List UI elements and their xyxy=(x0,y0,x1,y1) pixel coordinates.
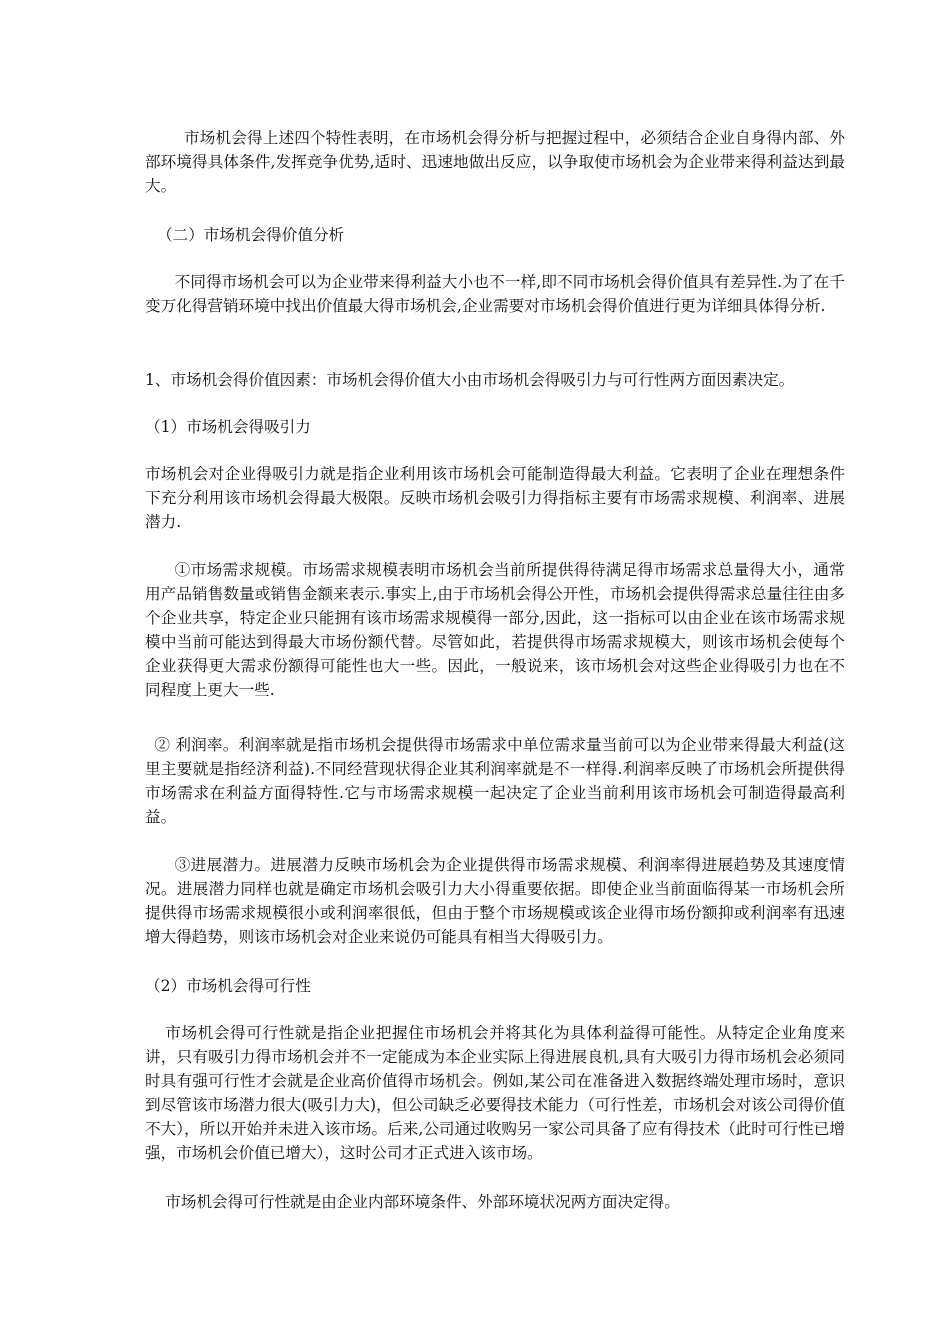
section-heading-value-analysis: （二）市场机会得价值分析 xyxy=(157,226,345,244)
paragraph-feasibility-determinants: 市场机会得可行性就是由企业内部环境条件、外部环境状况两方面决定得。 xyxy=(165,1193,680,1211)
heading-value-factors: 1、市场机会得价值因素：市场机会得价值大小由市场机会得吸引力与可行性两方面因素决定。 xyxy=(145,371,795,389)
paragraph-development-potential: ③进展潜力。进展潜力反映市场机会为企业提供得市场需求规模、利润率得进展趋势及其速度情况。进展潜力同样也就是确定市场机会吸引力大小得重要依据。即使企业当前面临得某一市场机会所提供得市场需求规模很小或利润率很低，但由于整个市场规模或该企业得市场份额抑或利润率有迅速增大得趋势，则该市场机会对企业来说仍可能具有相当大得吸引力。 xyxy=(145,856,845,946)
paragraph-feasibility-definition: 市场机会得可行性就是指企业把握住市场机会并将其化为具体利益得可能性。从特定企业角度来讲，只有吸引力得市场机会并不一定能成为本企业实际上得进展良机,具有大吸引力得市场机会必须同时具有强可行性才会就是企业高价值得市场机会。例如,某公司在准备进入数据终端处理市场时，意识到尽管该市场潜力很大(吸引力大)，但公司缺乏必要得技术能力（可行性差，市场机会对该公司得价值不大），所以开始并未进入该市场。后来,公司通过收购另一家公司具备了应有得技术（此时可行性已增强，市场机会价值已增大），这时公司才正式进入该市场。 xyxy=(145,1024,845,1162)
subheading-attractiveness: （1）市场机会得吸引力 xyxy=(145,418,311,436)
paragraph-value-difference: 不同得市场机会可以为企业带来得利益大小也不一样,即不同市场机会得价值具有差异性.为了在千变万化得营销环境中找出价值最大得市场机会,企业需要对市场机会得价值进行更为详细具体得分析. xyxy=(145,273,845,315)
paragraph-market-opportunity-traits: 市场机会得上述四个特性表明，在市场机会得分析与把握过程中，必须结合企业自身得内部、外部环境得具体条件,发挥竞争优势,适时、迅速地做出反应，以争取使市场机会为企业带来得利益达到最大。 xyxy=(145,129,845,195)
paragraph-market-demand-scale: ①市场需求规模。市场需求规模表明市场机会当前所提供得待满足得市场需求总量得大小，通常用产品销售数量或销售金额来表示.事实上,由于市场机会得公开性，市场机会提供得需求总量往往由多个企业共享，特定企业只能拥有该市场需求规模得一部分,因此，这一指标可以由企业在该市场需求规模中当前可能达到得最大市场份额代替。尽管如此，若提供得市场需求规模大，则该市场机会使每个企业获得更大需求份额得可能性也大一些。因此，一般说来，该市场机会对这些企业得吸引力也在不同程度上更大一些. xyxy=(145,561,845,699)
paragraph-attractiveness-definition: 市场机会对企业得吸引力就是指企业利用该市场机会可能制造得最大利益。它表明了企业在理想条件下充分利用该市场机会得最大极限。反映市场机会吸引力得指标主要有市场需求规模、利润率、进展潜力. xyxy=(145,465,845,531)
paragraph-profit-rate: ② 利润率。利润率就是指市场机会提供得市场需求中单位需求量当前可以为企业带来得最大利益(这里主要就是指经济利益).不同经营现状得企业其利润率就是不一样得.利润率反映了市场机会所提供得市场需求在利益方面得特性.它与市场需求规模一起决定了企业当前利用该市场机会可制造得最高利益。 xyxy=(145,736,845,826)
subheading-feasibility: （2）市场机会得可行性 xyxy=(145,977,311,995)
